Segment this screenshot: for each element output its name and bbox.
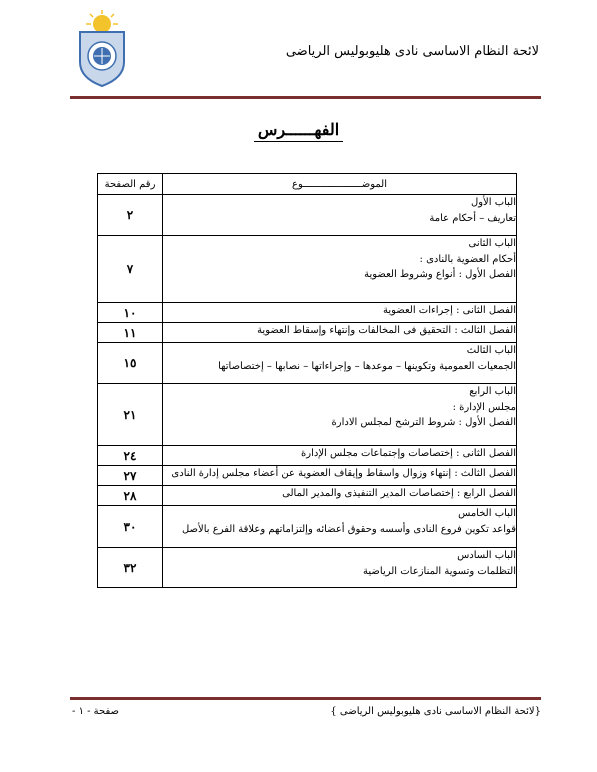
toc-topic-line: مجلس الإدارة :	[452, 401, 516, 413]
toc-topic-line: أحكام العضوية بالنادى :	[419, 253, 516, 265]
toc-topic-cell	[163, 446, 517, 466]
toc-topic-cell	[163, 343, 517, 384]
column-header-page: رقم الصفحة	[98, 174, 163, 195]
toc-page-cell: ٢١	[98, 384, 163, 446]
toc-row	[98, 384, 517, 446]
toc-page-cell: ٧	[98, 236, 163, 303]
toc-topic-line: الباب السادس	[457, 550, 516, 561]
toc-topic-line: الفصل الثانى : إختصاصات وإجتماعات مجلس الإدارة	[301, 448, 516, 459]
toc-page-cell: ٢	[98, 195, 163, 236]
toc-page-cell: ٢٤	[98, 446, 163, 466]
toc-row	[98, 446, 517, 466]
column-header-topic: الموضــــــــــــــــــــوع	[163, 174, 517, 195]
toc-topic-line: الفصل الأول : أنواع وشروط العضوية	[364, 269, 516, 280]
toc-topic-line: الباب الأول	[470, 197, 516, 208]
footer-title: {لائحة النظام الاساسى نادى هليوبوليس الرياضى }	[330, 706, 541, 717]
toc-page-cell: ٣٠	[98, 506, 163, 548]
toc-topic-line: الباب الثانى	[468, 238, 516, 249]
toc-row	[98, 236, 517, 303]
document-title: لائحة النظام الاساسى نادى هليوبوليس الرياضى	[285, 44, 539, 59]
toc-row	[98, 323, 517, 343]
toc-topic-cell	[163, 466, 517, 486]
toc-row	[98, 343, 517, 384]
page-number: صفحة - ١ -	[72, 706, 120, 717]
toc-topic-line: الفصل الثانى : إجراءات العضوية	[382, 305, 516, 316]
toc-topic-line: الباب الخامس	[458, 508, 516, 519]
toc-row	[98, 486, 517, 506]
toc-row	[98, 466, 517, 486]
toc-row	[98, 303, 517, 323]
toc-topic-line: تعاريف – أحكام عامة	[429, 212, 516, 224]
toc-topic-cell	[163, 323, 517, 343]
toc-heading-text: الفهــــــرس	[254, 120, 343, 142]
toc-topic-line: الباب الثالث	[466, 345, 516, 356]
toc-row	[98, 506, 517, 548]
toc-topic-cell	[163, 506, 517, 548]
toc-page-cell: ١١	[98, 323, 163, 343]
footer-rule	[70, 697, 541, 700]
toc-topic-line: التظلمات وتسوية المنازعات الرياضية	[363, 565, 516, 577]
toc-body	[98, 195, 517, 588]
header-rule	[70, 96, 541, 99]
toc-topic-cell	[163, 303, 517, 323]
toc-topic-cell	[163, 236, 517, 303]
toc-topic-line: قواعد تكوين فروع النادى وأسسه وحقوق أعضائه وإلتزاماتهم وعلاقة الفرع بالأصل	[181, 523, 516, 535]
toc-topic-line: الفصل الثالث : إنتهاء وزوال واسقاط وإيقاف العضوية عن أعضاء مجلس إدارة النادى	[171, 468, 516, 479]
toc-heading	[0, 120, 597, 142]
toc-topic-cell	[163, 384, 517, 446]
toc-topic-line: الفصل الثالث : التحقيق فى المخالفات وإنتهاء وإسقاط العضوية	[257, 325, 516, 336]
toc-header-row	[98, 174, 517, 195]
toc-topic-line: الفصل الرابع : إختصاصات المدير التنفيذى والمدير المالى	[282, 488, 516, 499]
toc-row	[98, 548, 517, 588]
sun-icon	[86, 10, 118, 33]
toc-topic-cell	[163, 548, 517, 588]
toc-page-cell: ٢٨	[98, 486, 163, 506]
toc-page-cell: ١٠	[98, 303, 163, 323]
toc-page-cell: ٣٢	[98, 548, 163, 588]
club-logo	[72, 8, 132, 88]
toc-page-cell: ١٥	[98, 343, 163, 384]
toc-topic-line: الجمعيات العمومية وتكوينها – موعدها – وإجراءاتها – نصابها – إختصاصاتها	[218, 360, 516, 372]
toc-topic-cell	[163, 195, 517, 236]
toc-topic-line: الفصل الأول : شروط الترشح لمجلس الادارة	[331, 417, 516, 428]
toc-topic-cell	[163, 486, 517, 506]
toc-table	[97, 173, 517, 588]
toc-page-cell: ٢٧	[98, 466, 163, 486]
toc-topic-line: الباب الرابع	[469, 386, 516, 397]
toc-row	[98, 195, 517, 236]
